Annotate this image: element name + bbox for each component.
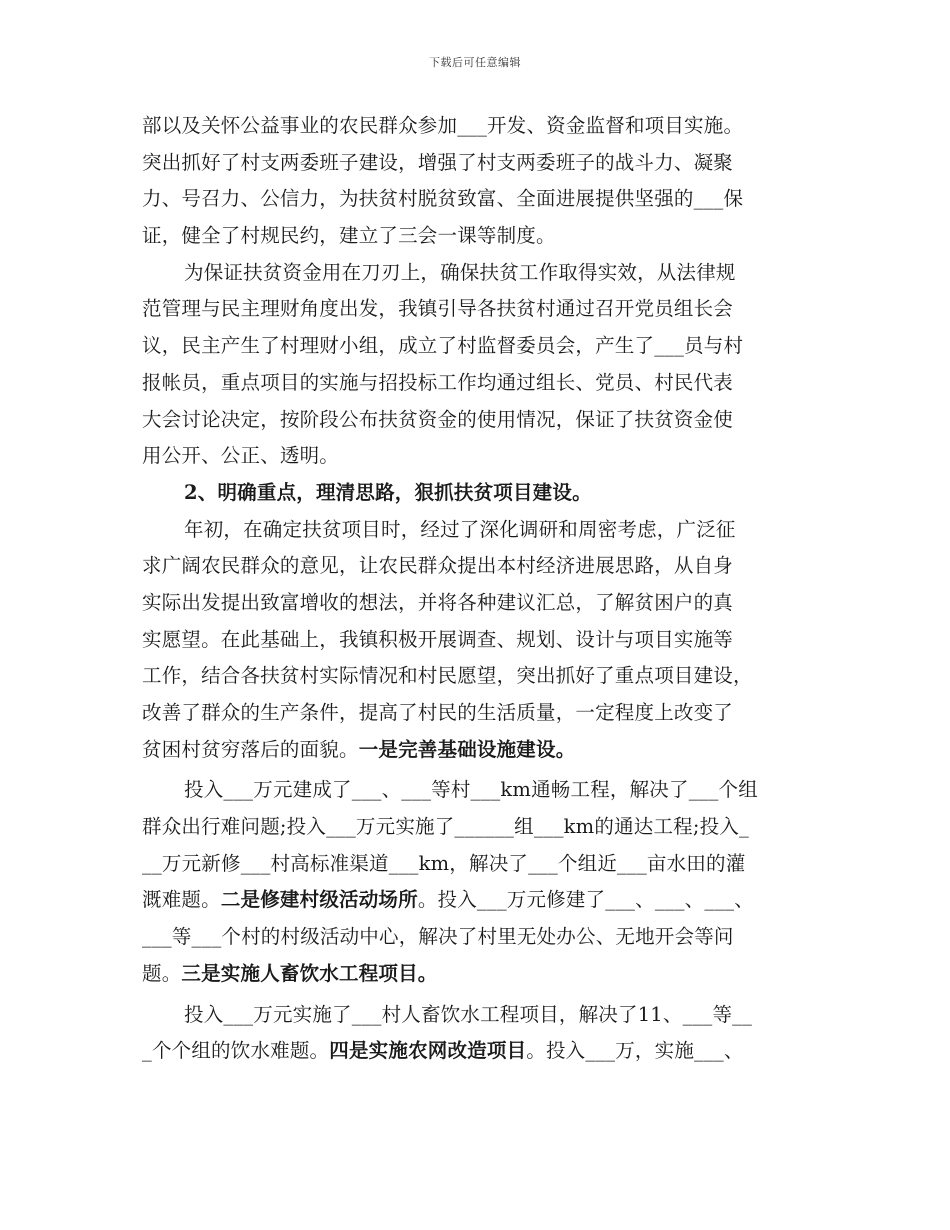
bold-text-span: 三是实施人畜饮水工程项目。 (181, 961, 438, 985)
text-line (142, 882, 812, 919)
text-line: 大会讨论决定，按阶段公布扶贫资金的使用情况，保证了扶贫资金使 (142, 407, 734, 431)
text-line: ___等___个村的村级活动中心，解决了村里无处办公、无地开会等问 (142, 925, 734, 949)
text-line: 实愿望。在此基础上，我镇积极开展调查、规划、设计与项目实施等 (142, 627, 734, 651)
bold-text-span: 一是完善基础设施建设。 (358, 737, 576, 761)
text-line: 突出抓好了村支两委班子建设，增强了村支两委班子的战斗力、凝聚 (142, 150, 734, 174)
text-span: 溉难题。 (142, 888, 221, 912)
text-line (142, 1033, 812, 1070)
section-heading: 2、明确重点，理清思路，狠抓扶贫项目建设。 (184, 480, 592, 504)
document-body (142, 108, 812, 1070)
text-line: __万元新修___村高标准渠道___km，解决了___个组近___亩水田的灌 (142, 851, 746, 875)
paragraph (142, 772, 812, 992)
bold-text-span: 二是修建村级活动场所 (220, 888, 418, 912)
text-span: _个个组的饮水难题。 (142, 1039, 330, 1063)
text-span: 题。 (142, 961, 182, 985)
text-line: 年初，在确定扶贫项目时，经过了深化调研和周密考虑，广泛征 (184, 517, 736, 541)
text-line (142, 732, 812, 769)
text-span: 。投入___万元修建了___、___、___、 (417, 888, 754, 912)
bold-text-span: 四是实施农网改造项目 (329, 1039, 527, 1063)
text-line: 工作，结合各扶贫村实际情况和村民愿望，突出抓好了重点项目建设， (142, 664, 753, 688)
paragraph (142, 997, 812, 1070)
text-span: 贫困村贫穷落后的面貌。 (142, 737, 359, 761)
text-line: 部以及关怀公益事业的农民群众参加___开发、资金监督和项目实施。 (142, 114, 744, 137)
text-line (142, 956, 812, 993)
page-header: 下载后可任意编辑 (429, 56, 521, 69)
paragraph (142, 108, 812, 255)
text-line: 证，健全了村规民约，建立了三会一课等制度。 (142, 224, 556, 248)
text-line: 投入___万元建成了___、___等村___km通畅工程，解决了___个组 (184, 778, 758, 802)
text-line: 议，民主产生了村理财小组，成立了村监督委员会，产生了___员与村 (142, 334, 744, 358)
text-span: 。投入___万，实施___、 (526, 1039, 744, 1063)
text-line: 改善了群众的生产条件，提高了村民的生活质量，一定程度上改变了 (142, 701, 734, 724)
paragraph (142, 512, 812, 769)
text-line: 实际出发提出致富增收的想法，并将各种建议汇总，了解贫困户的真 (142, 590, 734, 614)
text-line: 为保证扶贫资金用在刀刃上，确保扶贫工作取得实效，从法律规 (184, 260, 736, 284)
text-line: 用公开、公正、透明。 (142, 444, 340, 468)
text-line: 报帐员，重点项目的实施与招投标工作均通过组长、党员、村民代表 (142, 370, 734, 394)
paragraph (142, 255, 812, 475)
text-line: 力、号召力、公信力，为扶贫村脱贫致富、全面进展提供坚强的___保 (142, 187, 744, 211)
text-line: 群众出行难问题;投入___万元实施了______组___km的通达工程;投入_ (142, 815, 749, 839)
text-line: 范管理与民主理财角度出发，我镇引导各扶贫村通过召开党员组长会 (142, 297, 734, 321)
text-line: 投入___万元实施了___村人畜饮水工程项目，解决了11、___等__ (184, 1002, 753, 1026)
text-line: 求广阔农民群众的意见，让农民群众提出本村经济进展思路，从自身 (142, 554, 734, 578)
